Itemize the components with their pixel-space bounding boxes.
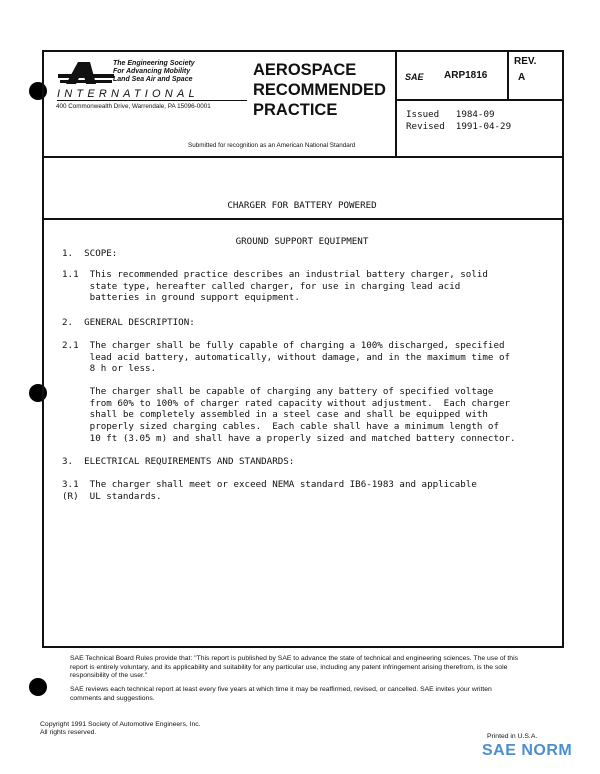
submitted-note: Submitted for recognition as an American National Standard — [188, 142, 356, 149]
title-line: GROUND SUPPORT EQUIPMENT — [235, 235, 369, 247]
paragraph: 1.1 This recommended practice describes an industrial battery charger, solid state type, hereafter called charger, for use in charging lead acid batteries in ground support equipment. — [62, 269, 488, 304]
sae-small-logo: SAE — [405, 72, 424, 82]
punch-hole — [29, 678, 47, 696]
paragraph: 3.1 The charger shall meet or exceed NEMA standard IB6-1983 and applicable (R) UL standards. — [62, 479, 477, 502]
copyright-line: Copyright 1991 Society of Automotive Engineers, Inc. — [40, 721, 201, 728]
divider — [395, 50, 397, 158]
printed-in: Printed in U.S.A. — [487, 733, 538, 740]
tagline-line: For Advancing Mobility — [113, 68, 191, 75]
doc-type-line: PRACTICE — [253, 101, 338, 119]
title-line: CHARGER FOR BATTERY POWERED — [227, 200, 377, 212]
doc-type-line: AEROSPACE — [253, 61, 357, 79]
tagline-line: Land Sea Air and Space — [113, 76, 193, 83]
rev-label: REV. — [514, 56, 537, 67]
section-heading: 3. ELECTRICAL REQUIREMENTS AND STANDARDS: — [62, 456, 295, 467]
tagline-line: The Engineering Society — [113, 60, 195, 67]
section-heading: 1. SCOPE: — [62, 248, 118, 259]
rev-value: A — [518, 72, 526, 83]
divider — [395, 99, 562, 101]
address: 400 Commonwealth Drive, Warrendale, PA 15096-0001 — [56, 103, 211, 110]
rights-line: All rights reserved. — [40, 728, 97, 736]
copyright — [40, 721, 201, 736]
paragraph: 2.1 The charger shall be fully capable of charging a 100% discharged, specified lead acid battery, automatically, without damage, and in the maximum time of 8 h or less. — [62, 340, 511, 375]
international-label: INTERNATIONAL — [57, 88, 247, 101]
document-title — [42, 177, 562, 271]
sae-logo-icon — [56, 62, 116, 86]
section-heading: 2. GENERAL DESCRIPTION: — [62, 317, 195, 328]
paragraph: The charger shall be capable of charging any battery of specified voltage from 60% to 100% of charger rated capacity without adjustment. Each charger shall be completely assembled in a steel case and shall be equipped with properly sized charging cables. Each cable shall have a minimum length of 10 ft (3.05 m) and shall have a properly sized and matched battery connector. — [89, 386, 516, 444]
divider — [42, 156, 562, 158]
issued-date: Issued 1984-09 — [406, 109, 495, 120]
sae-norm-watermark: SAE NORM — [482, 742, 573, 759]
revised-date: Revised 1991-04-29 — [406, 121, 512, 132]
divider — [507, 50, 509, 101]
doc-number: ARP1816 — [444, 70, 488, 81]
society-tagline — [113, 60, 195, 84]
doc-type-line: RECOMMENDED — [253, 81, 386, 99]
board-rules-note: SAE Technical Board Rules provide that: "This report is published by SAE to advance the state of technical and engineering sciences. The use of this report is entirely voluntary, and its applicability and suitability for any particular use, including any patent infringement arising therefrom, is the sole responsibility of the user." — [70, 655, 518, 680]
review-note: SAE reviews each technical report at least every five years at which time it may be reaffirmed, revised, or cancelled. SAE invites your written comments and suggestions. — [70, 686, 492, 702]
doc-type — [253, 60, 386, 120]
